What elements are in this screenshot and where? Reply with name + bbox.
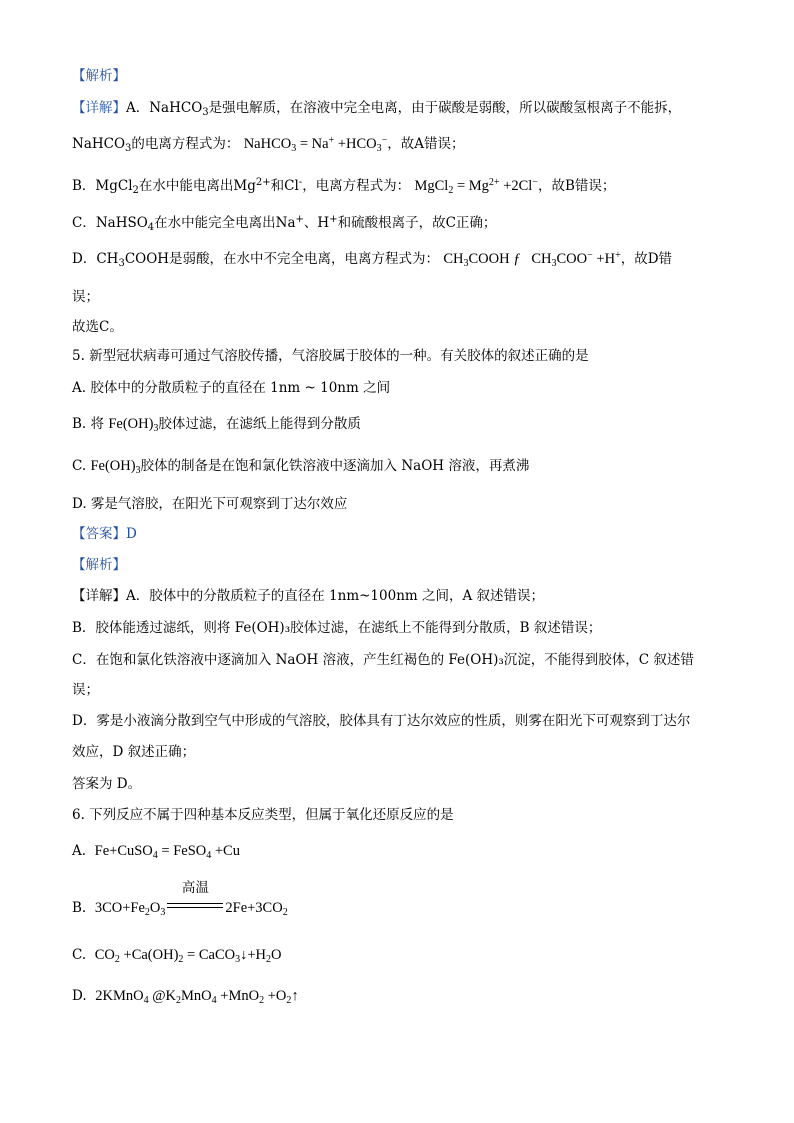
detail-line-d2: 误； xyxy=(72,289,99,305)
text: B．MgCl xyxy=(72,178,133,194)
text: B. 将 xyxy=(72,416,105,432)
option-label: A. xyxy=(72,843,87,859)
formula: $Fe(OH)_3$ xyxy=(90,458,141,476)
q5-answer: 【答案】D xyxy=(72,526,137,542)
text: 胶体的制备是在饱和氯化铁溶液中逐滴加入 NaOH 溶液，再煮沸 xyxy=(140,458,530,474)
text: C．NaHSO xyxy=(72,215,148,231)
text: 和Cl xyxy=(270,178,299,194)
reaction-condition-arrow xyxy=(167,880,223,916)
detail-tag: 【详解】 xyxy=(72,100,126,116)
text: 是强电解质，在溶液中完全电离，由于碳酸是弱酸，所以碳酸氢根离子不能拆， xyxy=(208,100,682,116)
q5-analysis-heading: 【解析】 xyxy=(72,557,126,573)
text: 、H xyxy=(303,215,330,231)
equation: $CO_2 +Ca(OH)_2$ = $CaCO_3↓+H_2O$ xyxy=(94,947,282,965)
conclusion: 故选C。 xyxy=(72,319,123,335)
q6-option-c xyxy=(72,945,722,965)
text: ，故D错 xyxy=(620,251,673,267)
detail-line-d: D．$CH_3COOH$是弱酸，在水中不完全电离，电离方程式为： $CH_3COOH$ ƒ $CH_3COO^- +H^+$，故D错 xyxy=(72,250,673,269)
q5-option-a: A. 胶体中的分散质粒子的直径在 1nm ~ 10nm 之间 xyxy=(72,380,391,396)
detail-line-c: C．NaHSO$_4$在水中能完全电离出Na+、H+和硫酸根离子，故C正确； xyxy=(72,214,497,233)
equation: $2Fe+3CO_2$ xyxy=(225,900,288,918)
text: ，电离方程式为： xyxy=(302,178,411,194)
equation: NaHCO$_3$ = $Na^+ +HCO_3^-$ xyxy=(243,135,388,154)
equation: 2KMnO$_4$ $@K_2MnO_4 +MnO_2$ $+O_2↑$ xyxy=(95,988,299,1006)
text: 胶体过滤，在滤纸上能得到分散质 xyxy=(158,416,361,432)
q5-detail-7: 答案为 D。 xyxy=(72,776,142,792)
equation: $CH_3COOH$ ƒ $CH_3COO^- +H^+$ xyxy=(443,250,621,269)
condition-label: 高温 xyxy=(181,880,209,896)
text: D．CH xyxy=(72,251,119,267)
detail-line-a2: NaHCO$_3$的电离方程式为： NaHCO$_3$ = $Na^+ +HCO_3^-$，故A错误； xyxy=(72,135,465,154)
q6-option-d xyxy=(72,986,722,1006)
q5-detail-3: C．在饱和氯化铁溶液中逐滴加入 NaOH 溶液，产生红褐色的 Fe(OH)₃沉淀，不能得到胶体，C 叙述错 xyxy=(72,652,694,668)
q6-stem: 6. 下列反应不属于四种基本反应类型，但属于氧化还原反应的是 xyxy=(72,807,454,823)
option-label: B. xyxy=(72,900,87,916)
q5-detail-4: 误； xyxy=(72,682,99,698)
option-label: C. xyxy=(72,947,87,963)
q5-option-d: D. 雾是气溶胶，在阳光下可观察到丁达尔效应 xyxy=(72,496,348,512)
detail-line-a: 【详解】A．NaHCO$_3$是强电解质，在溶液中完全电离，由于碳酸是弱酸，所以碳酸氢根离子不能拆， xyxy=(72,100,682,118)
text: NaHCO xyxy=(72,136,126,152)
text: ，故B错误； xyxy=(537,178,616,194)
text: C. xyxy=(72,458,87,474)
q6-option-a xyxy=(72,841,722,861)
text: COOH是弱酸，在水中不完全电离，电离方程式为： xyxy=(124,251,440,267)
q5-stem: 5. 新型冠状病毒可通过气溶胶传播，气溶胶属于胶体的一种。有关胶体的叙述正确的是 xyxy=(72,348,589,364)
q5-option-b xyxy=(72,414,722,434)
q5-detail-2: B．胶体能透过滤纸，则将 Fe(OH)₃胶体过滤，在滤纸上不能得到分散质，B 叙述错误； xyxy=(72,620,602,636)
q5-detail-6: 效应，D 叙述正确； xyxy=(72,744,196,760)
q5-detail-5: D．雾是小液滴分散到空气中形成的气溶胶，胶体具有丁达尔效应的性质，则雾在阳光下可观察到丁达尔 xyxy=(72,713,691,729)
detail-line-b: B．MgCl$_2$在水中能电离出$Mg^{2+}$和Cl-，电离方程式为： MgCl$_2$ = $Mg^{2+} +2Cl^-$，故B错误； xyxy=(72,177,616,196)
equation: $3CO+Fe_2O_3$ xyxy=(94,900,166,918)
equation: MgCl$_2$ = $Mg^{2+} +2Cl^-$ xyxy=(414,177,538,196)
text: 和硫酸根离子，故C正确； xyxy=(337,215,497,231)
text: A．NaHCO xyxy=(126,100,203,116)
analysis-heading: 【解析】 xyxy=(72,68,126,84)
q6-option-b xyxy=(72,880,722,918)
option-label: D. xyxy=(72,988,87,1004)
text: 在水中能完全电离出Na xyxy=(154,215,296,231)
text: 的电离方程式为： xyxy=(131,136,240,152)
equation: Fe+CuSO$_4$ = FeSO$_4$ +Cu xyxy=(94,843,240,861)
q5-detail-1: 【详解】A．胶体中的分散质粒子的直径在 1nm~100nm 之间，A 叙述错误； xyxy=(72,588,545,604)
text: 在水中能电离出Mg xyxy=(138,178,256,194)
text: ，故A错误； xyxy=(387,136,465,152)
q5-option-c xyxy=(72,456,722,476)
formula: $Fe(OH)_3$ xyxy=(108,416,159,434)
